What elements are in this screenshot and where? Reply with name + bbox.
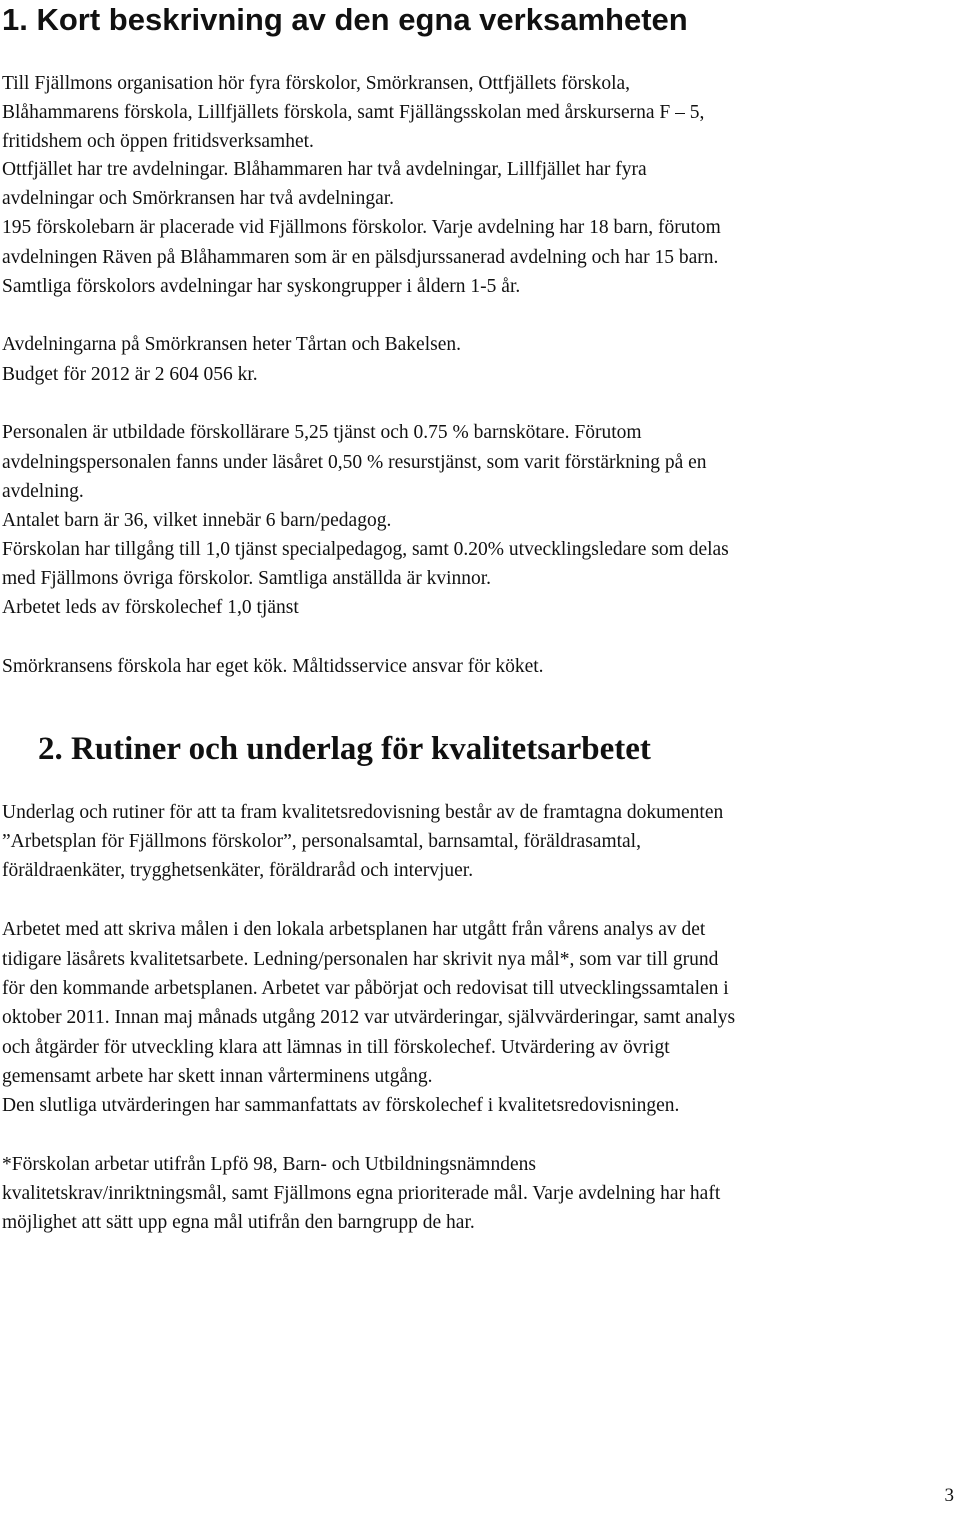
section-1-line: avdelningspersonalen fanns under läsåret 0,50 % resurstjänst, som varit förstärkning på en bbox=[2, 452, 707, 473]
section-2-line: och åtgärder för utveckling klara att lämnas in till förskolechef. Utvärdering av övrigt bbox=[2, 1037, 670, 1058]
section-2-line: gemensamt arbete har skett innan vårterminens utgång. bbox=[2, 1066, 433, 1087]
footnote-line: kvalitetskrav/inriktningsmål, samt Fjällmons egna prioriterade mål. Varje avdelning har haft bbox=[2, 1183, 721, 1204]
section-2-line: för den kommande arbetsplanen. Arbetet var påbörjat och redovisat till utvecklingssamtalen i bbox=[2, 978, 729, 999]
section-2-line: Den slutliga utvärderingen har sammanfattats av förskolechef i kvalitetsredovisningen. bbox=[2, 1095, 680, 1116]
section-2-line: oktober 2011. Innan maj månads utgång 2012 var utvärderingar, självvärderingar, samt analys bbox=[2, 1007, 736, 1028]
section-1-line: Avdelningarna på Smörkransen heter Tårtan och Bakelsen. bbox=[2, 334, 461, 355]
section-1-line: fritidshem och öppen fritidsverksamhet. bbox=[2, 131, 314, 152]
section-1-line: Personalen är utbildade förskollärare 5,25 tjänst och 0.75 % barnskötare. Förutom bbox=[2, 422, 642, 443]
section-2-line: ”Arbetsplan för Fjällmons förskolor”, personalsamtal, barnsamtal, föräldrasamtal, bbox=[2, 831, 641, 852]
section-1-line: Arbetet leds av förskolechef 1,0 tjänst bbox=[2, 597, 299, 618]
section-2-line: Underlag och rutiner för att ta fram kvalitetsredovisning består av de framtagna dokumenten bbox=[2, 802, 724, 823]
section-2-line: föräldraenkäter, trygghetsenkäter, föräldraråd och intervjuer. bbox=[2, 860, 474, 881]
section-1-line: med Fjällmons övriga förskolor. Samtliga anställda är kvinnor. bbox=[2, 568, 492, 589]
footnote-line: möjlighet att sätt upp egna mål utifrån den barngrupp de har. bbox=[2, 1212, 475, 1233]
section-1-line: avdelningen Räven på Blåhammaren som är en pälsdjurssanerad avdelning och har 15 barn. bbox=[2, 247, 719, 268]
section-1-line: Förskolan har tillgång till 1,0 tjänst specialpedagog, samt 0.20% utvecklingsledare som delas bbox=[2, 539, 729, 560]
section-1-line: avdelning. bbox=[2, 481, 84, 502]
section-2-line: Arbetet med att skriva målen i den lokala arbetsplanen har utgått från vårens analys av det bbox=[2, 919, 706, 940]
section-1-line: Samtliga förskolors avdelningar har syskongrupper i åldern 1-5 år. bbox=[2, 276, 521, 297]
section-1-line: avdelningar och Smörkransen har två avdelningar. bbox=[2, 188, 395, 209]
page-number: 3 bbox=[944, 1485, 954, 1506]
section-2-line: tidigare läsårets kvalitetsarbete. Ledning/personalen har skrivit nya mål*, som var till grund bbox=[2, 949, 719, 970]
footnote-line: *Förskolan arbetar utifrån Lpfö 98, Barn- och Utbildningsnämndens bbox=[2, 1154, 536, 1175]
section-1-line: 195 förskolebarn är placerade vid Fjällmons förskolor. Varje avdelning har 18 barn, förutom bbox=[2, 217, 721, 238]
section-1-line: Blåhammarens förskola, Lillfjällets förskola, samt Fjällängsskolan med årskurserna F – 5, bbox=[2, 102, 705, 123]
section-1-line: Smörkransens förskola har eget kök. Måltidsservice ansvar för köket. bbox=[2, 656, 544, 677]
section-1-line: Antalet barn är 36, vilket innebär 6 barn/pedagog. bbox=[2, 510, 392, 531]
section-1-line: Till Fjällmons organisation hör fyra förskolor, Smörkransen, Ottfjällets förskola, bbox=[2, 73, 631, 94]
section-1-line: Budget för 2012 är 2 604 056 kr. bbox=[2, 364, 258, 385]
section-2-heading: 2. Rutiner och underlag för kvalitetsarbetet bbox=[38, 731, 651, 767]
section-1-line: Ottfjället har tre avdelningar. Blåhammaren har två avdelningar, Lillfjället har fyra bbox=[2, 159, 647, 180]
section-1-heading: 1. Kort beskrivning av den egna verksamheten bbox=[2, 2, 688, 37]
